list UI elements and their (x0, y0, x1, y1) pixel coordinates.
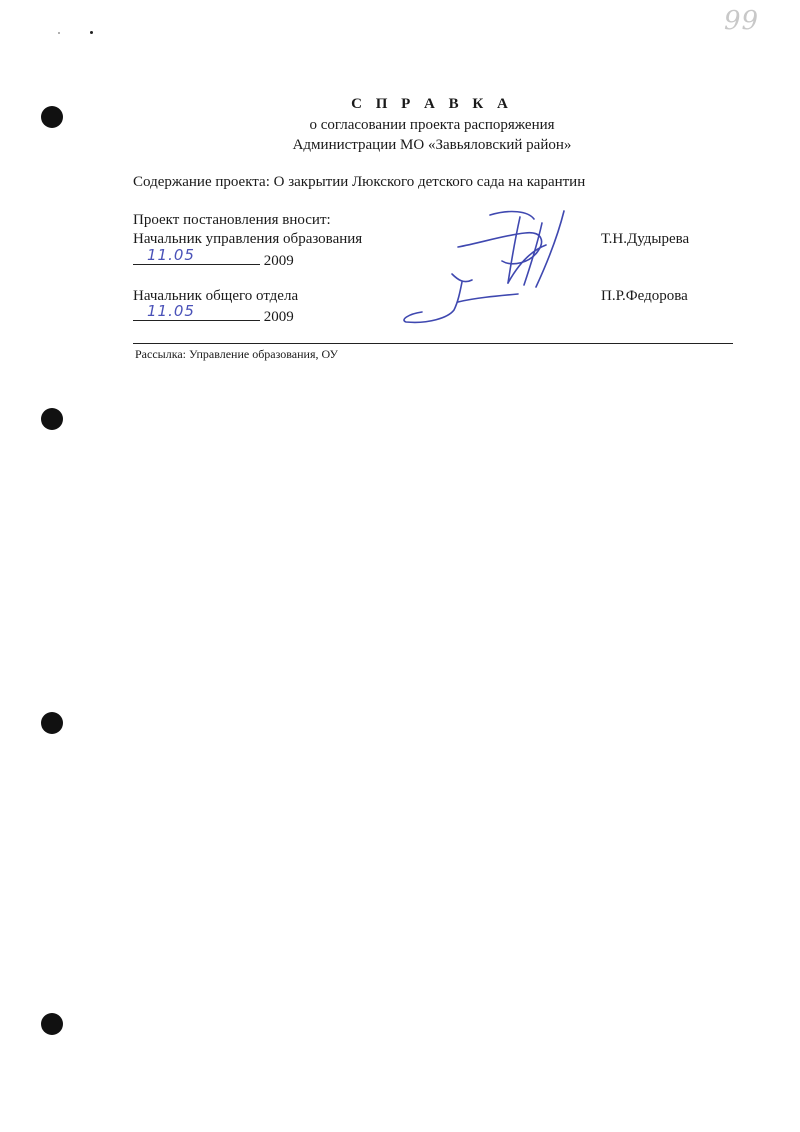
handwritten-date: 11.05 (147, 246, 195, 264)
submitter-intro: Проект постановления вносит: (133, 212, 331, 228)
date-year: 2009 (263, 309, 294, 325)
mailing-list: Рассылка: Управление образования, ОУ (135, 347, 338, 361)
scan-speck (58, 32, 60, 34)
date-year: 2009 (263, 253, 294, 269)
footer-rule (133, 343, 733, 344)
scan-speck (90, 31, 93, 34)
document-subtitle-line1: о согласовании проекта распоряжения (309, 117, 555, 133)
punch-hole (41, 712, 63, 734)
signatory-name: Т.Н.Дудырева (601, 231, 690, 247)
signatory-date (133, 246, 294, 270)
punch-hole (41, 408, 63, 430)
signatory-name: П.Р.Федорова (601, 288, 688, 304)
page-number: 99 (724, 6, 760, 36)
document-subtitle-line2: Администрации МО «Завьяловский район» (292, 137, 572, 153)
date-blank (133, 302, 260, 321)
document-title: С П Р А В К А (351, 96, 513, 112)
signatory-position: Начальник управления образования (133, 231, 363, 247)
punch-hole (41, 1013, 63, 1035)
project-content: Содержание проекта: О закрытии Люкского детского сада на карантин (133, 174, 586, 190)
signatory-date (133, 302, 294, 326)
date-blank (133, 246, 260, 265)
handwritten-date: 11.05 (147, 302, 195, 320)
signature-fedorova (398, 268, 523, 326)
signatory-position: Начальник общего отдела (133, 288, 299, 304)
